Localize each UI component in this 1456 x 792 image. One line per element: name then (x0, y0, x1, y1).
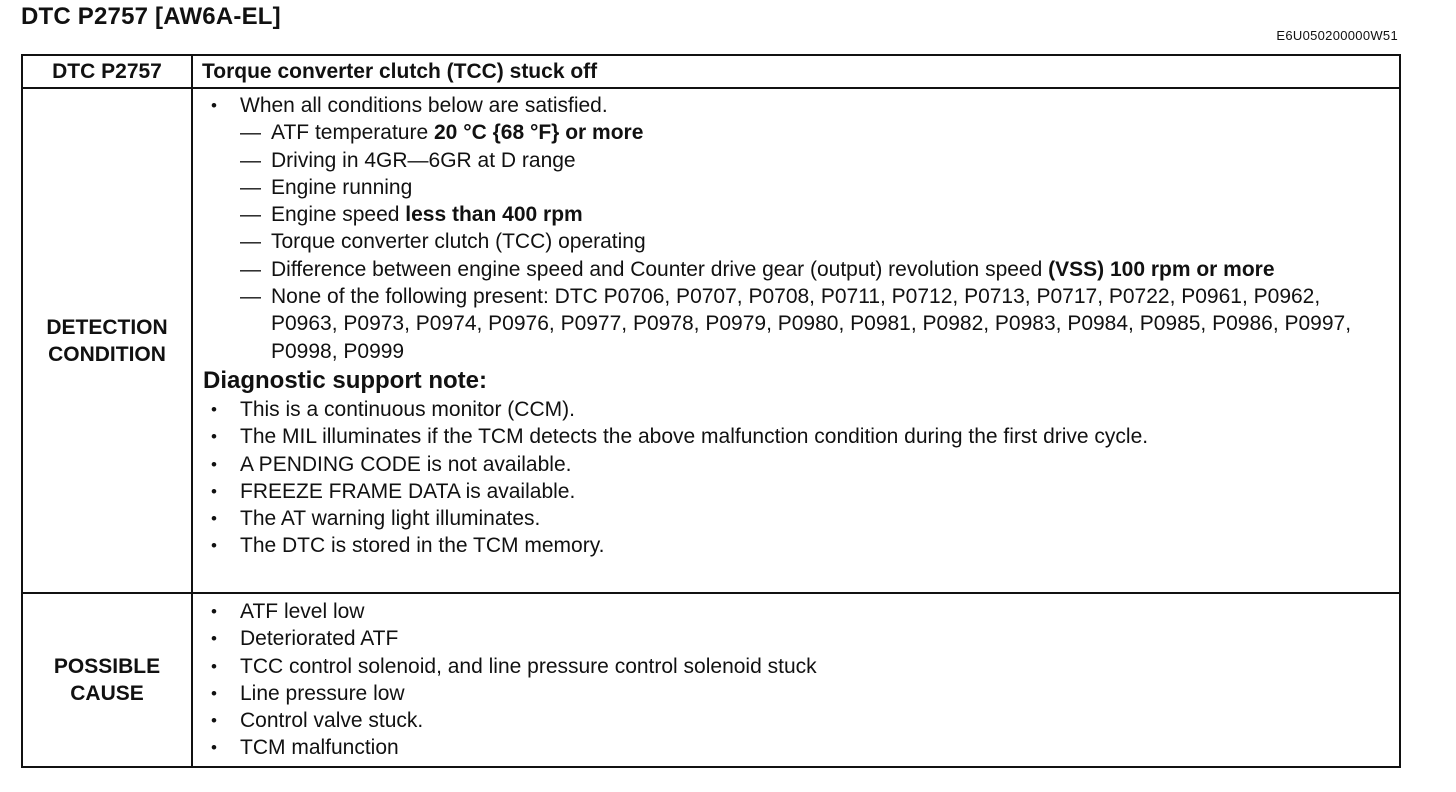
list-item (203, 451, 1389, 478)
list-item-text: A PENDING CODE is not available. (240, 452, 572, 476)
condition-item (203, 283, 1389, 365)
bullet-icon: • (211, 738, 217, 758)
condition-text: Engine running (271, 175, 413, 199)
list-item (203, 680, 1389, 707)
list-item-text: The DTC is stored in the TCM memory. (240, 534, 605, 558)
label-line: CONDITION (48, 342, 166, 366)
condition-text: None of the following present: DTC P0706, P0707, P0708, P0711, P0712, P0713, P0717, P0722, P0961, P0962, P0963, P0973, P0974, P0976, P0977, P0978, P0979, P0980, P0981, P0982, P0983, P0984, P0985, P0986, P0997, P0998, P0999 (271, 285, 1352, 363)
detection-condition-label (22, 88, 192, 593)
list-item (203, 625, 1389, 652)
condition-item (203, 174, 1389, 201)
dash-icon: — (240, 175, 261, 199)
detection-condition-content (192, 88, 1400, 593)
list-item-text: This is a continuous monitor (CCM). (240, 397, 575, 421)
list-item (203, 423, 1389, 450)
dash-icon: — (240, 230, 261, 254)
condition-value: (VSS) 100 rpm or more (1048, 257, 1275, 281)
label-line: CAUSE (70, 681, 144, 705)
page-title: DTC P2757 [AW6A-EL] (21, 3, 281, 30)
list-item (203, 396, 1389, 423)
label-line: POSSIBLE (53, 654, 161, 678)
list-item (203, 707, 1389, 734)
list-item-text: When all conditions below are satisfied. (240, 94, 608, 117)
document-code: E6U050200000W51 (1276, 28, 1398, 43)
list-item-text: ATF level low (240, 600, 365, 623)
bullet-icon: • (211, 481, 217, 501)
condition-item (203, 147, 1389, 174)
list-item (203, 505, 1389, 532)
list-item (203, 653, 1389, 680)
condition-item (203, 256, 1389, 283)
bullet-icon: • (211, 96, 217, 115)
condition-text: Driving in 4GR—6GR at D range (271, 148, 576, 172)
condition-text: Torque converter clutch (TCC) operating (271, 230, 646, 254)
dash-icon: — (240, 203, 261, 227)
bullet-icon: • (211, 399, 217, 419)
bullet-icon: • (211, 509, 217, 529)
condition-value: 20 °C {68 °F} or more (434, 121, 644, 145)
dtc-description-cell: Torque converter clutch (TCC) stuck off (192, 55, 1400, 88)
condition-item (203, 228, 1389, 255)
list-item-text: TCM malfunction (240, 736, 399, 760)
list-item-text: FREEZE FRAME DATA is available. (240, 479, 576, 503)
possible-cause-content (192, 593, 1400, 767)
list-item (203, 598, 1389, 625)
dash-icon: — (240, 148, 261, 172)
possible-cause-label (22, 593, 192, 767)
list-item (203, 734, 1389, 761)
dtc-table (21, 54, 1401, 768)
condition-value: less than 400 rpm (405, 203, 583, 227)
label-line: DETECTION (46, 315, 168, 339)
list-item-text: TCC control solenoid, and line pressure control solenoid stuck (240, 654, 817, 678)
list-item (203, 92, 1389, 119)
list-item-text: Deteriorated ATF (240, 627, 399, 651)
detection-condition-row (22, 88, 1400, 593)
bullet-icon: • (211, 454, 217, 474)
list-item (203, 532, 1389, 559)
list-item (203, 478, 1389, 505)
bullet-icon: • (211, 629, 217, 649)
dash-icon: — (240, 257, 261, 281)
condition-text: Difference between engine speed and Counter drive gear (output) revolution speed (271, 257, 1049, 281)
diagnostic-note-heading: Diagnostic support note: (203, 366, 487, 394)
condition-text: Engine speed (271, 203, 406, 227)
list-item-text: The MIL illuminates if the TCM detects the above malfunction condition during the first drive cycle. (240, 425, 1149, 449)
condition-text: ATF temperature (271, 121, 434, 145)
list-item-text: The AT warning light illuminates. (240, 507, 541, 531)
possible-cause-row (22, 593, 1400, 767)
list-item-text: Line pressure low (240, 681, 405, 705)
bullet-icon: • (211, 536, 217, 556)
dash-icon: — (240, 285, 261, 309)
dash-icon: — (240, 121, 261, 145)
bullet-icon: • (211, 656, 217, 676)
bullet-icon: • (211, 683, 217, 703)
bullet-icon: • (211, 602, 217, 621)
dtc-code-cell: DTC P2757 (22, 55, 192, 88)
bullet-icon: • (211, 427, 217, 447)
bullet-icon: • (211, 711, 217, 731)
condition-item (203, 119, 1389, 146)
table-header-row (22, 55, 1400, 88)
list-item-text: Control valve stuck. (240, 709, 424, 733)
condition-item (203, 201, 1389, 228)
